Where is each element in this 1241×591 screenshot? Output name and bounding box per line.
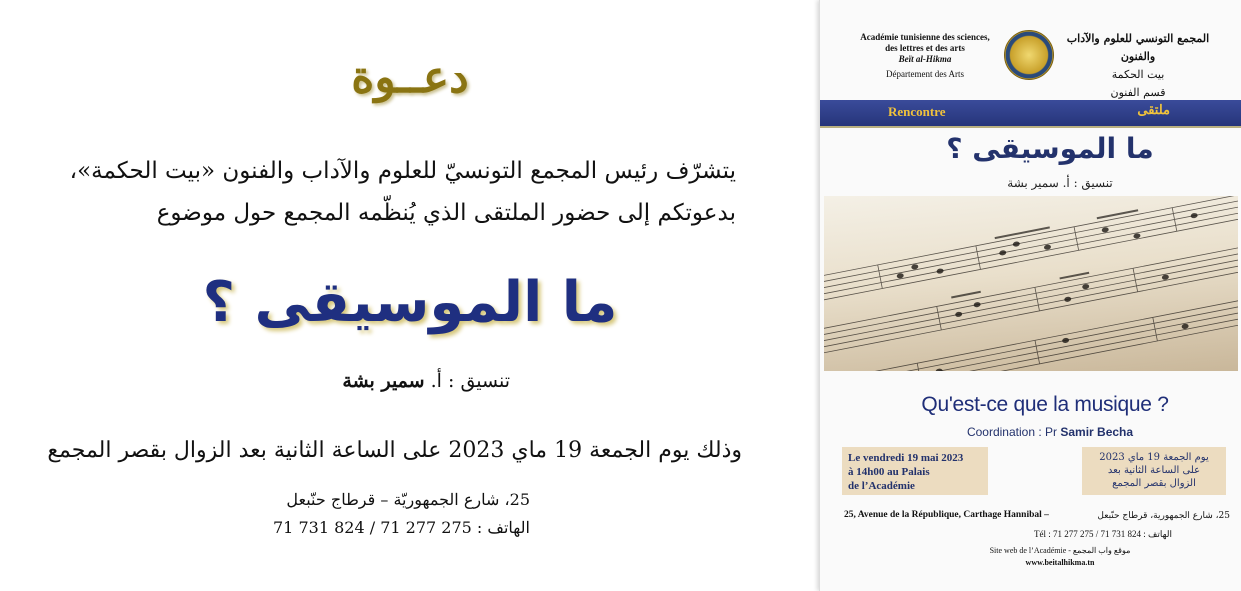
coordinator-line: [110, 370, 510, 392]
org-ar-line1: المجمع التونسي للعلوم والآداب والفنون: [1066, 32, 1210, 63]
lecture-title: ما الموسيقى ؟: [202, 270, 618, 335]
invitation-text-line2: بدعوتكم إلى حضور الملتقى الذي يُنظّمه المجمع حول موضوع: [156, 200, 736, 226]
invitation-heading: دعــوة: [351, 52, 469, 103]
coordinator-name: سمير بشة: [342, 370, 425, 392]
date-time-line: وذلك يوم الجمعة 19 ماي 2023 على الساعة الثانية بعد الزوال بقصر المجمع: [47, 438, 742, 463]
dept-fr: Département des Arts: [886, 69, 964, 79]
coordination-label: Coordination : Pr: [966, 425, 1057, 439]
dept-ar: قسم الفنون: [1110, 86, 1166, 99]
box-ar-line1: يوم الجمعة 19 ماي 2023: [1099, 452, 1209, 463]
org-ar-line2: بيت الحكمة: [1111, 68, 1165, 81]
poster-phone: Tél : 71 277 275 / 71 731 824 : الهاتف: [1034, 529, 1172, 539]
address-line: 25، شارع الجمهوريّة – قرطاج حنّبعل: [286, 490, 530, 509]
band-label-ar: ملتقى: [1137, 103, 1170, 118]
poster-coordination-fr: [920, 425, 1180, 439]
box-fr-line2: à 14h00 au Palais: [848, 466, 930, 478]
coordinator-label: تنسيق : أ.: [430, 370, 510, 392]
box-fr-line1: Le vendredi 19 mai 2023: [848, 452, 964, 464]
org-fr-line3: Beït al-Hikma: [898, 54, 952, 64]
poster-title-fr: Qu'est-ce que la musique ?: [921, 393, 1169, 416]
box-ar-line3: الزوال بقصر المجمع: [1112, 478, 1196, 489]
phone-line: الهاتف : 275 277 71 / 824 731 71: [273, 518, 530, 537]
box-ar-line2: على الساعة الثانية بعد: [1107, 465, 1201, 476]
box-fr-line3: de l’Académie: [848, 480, 915, 492]
org-name-ar: [1058, 30, 1218, 102]
poster-website-link[interactable]: www.beitalhikma.tn: [1025, 558, 1095, 567]
org-fr-line2: des lettres et des arts: [885, 43, 965, 53]
poster-title-ar: ما الموسيقى ؟: [946, 132, 1154, 165]
sheet-music-image: [824, 196, 1238, 371]
invitation-text-line1: يتشرّف رئيس المجمع التونسيّ للعلوم والآداب والفنون «بيت الحكمة»،: [69, 158, 736, 184]
poster-coordinator-ar: تنسيق : أ. سمير بشة: [1007, 176, 1113, 190]
poster-website-label: Site web de l’Académie - موقع واب المجمع: [989, 546, 1131, 555]
org-name-fr: [840, 32, 1010, 80]
event-poster: [819, 0, 1241, 591]
poster-address-ar: 25، شارع الجمهورية، قرطاج حنّبعل: [1097, 511, 1230, 521]
band-label-fr: Rencontre: [888, 104, 946, 119]
date-box-ar: [1082, 447, 1226, 495]
sheet-music-illustration: [824, 196, 1238, 371]
coordination-name: Samir Becha: [1060, 425, 1134, 439]
date-box-fr: [842, 447, 988, 495]
org-fr-line1: Académie tunisienne des sciences,: [860, 32, 990, 42]
academy-logo-icon: [1004, 30, 1054, 80]
title-band: [820, 100, 1241, 128]
poster-address-fr: 25, Avenue de la République, Carthage Hannibal –: [844, 510, 1049, 520]
